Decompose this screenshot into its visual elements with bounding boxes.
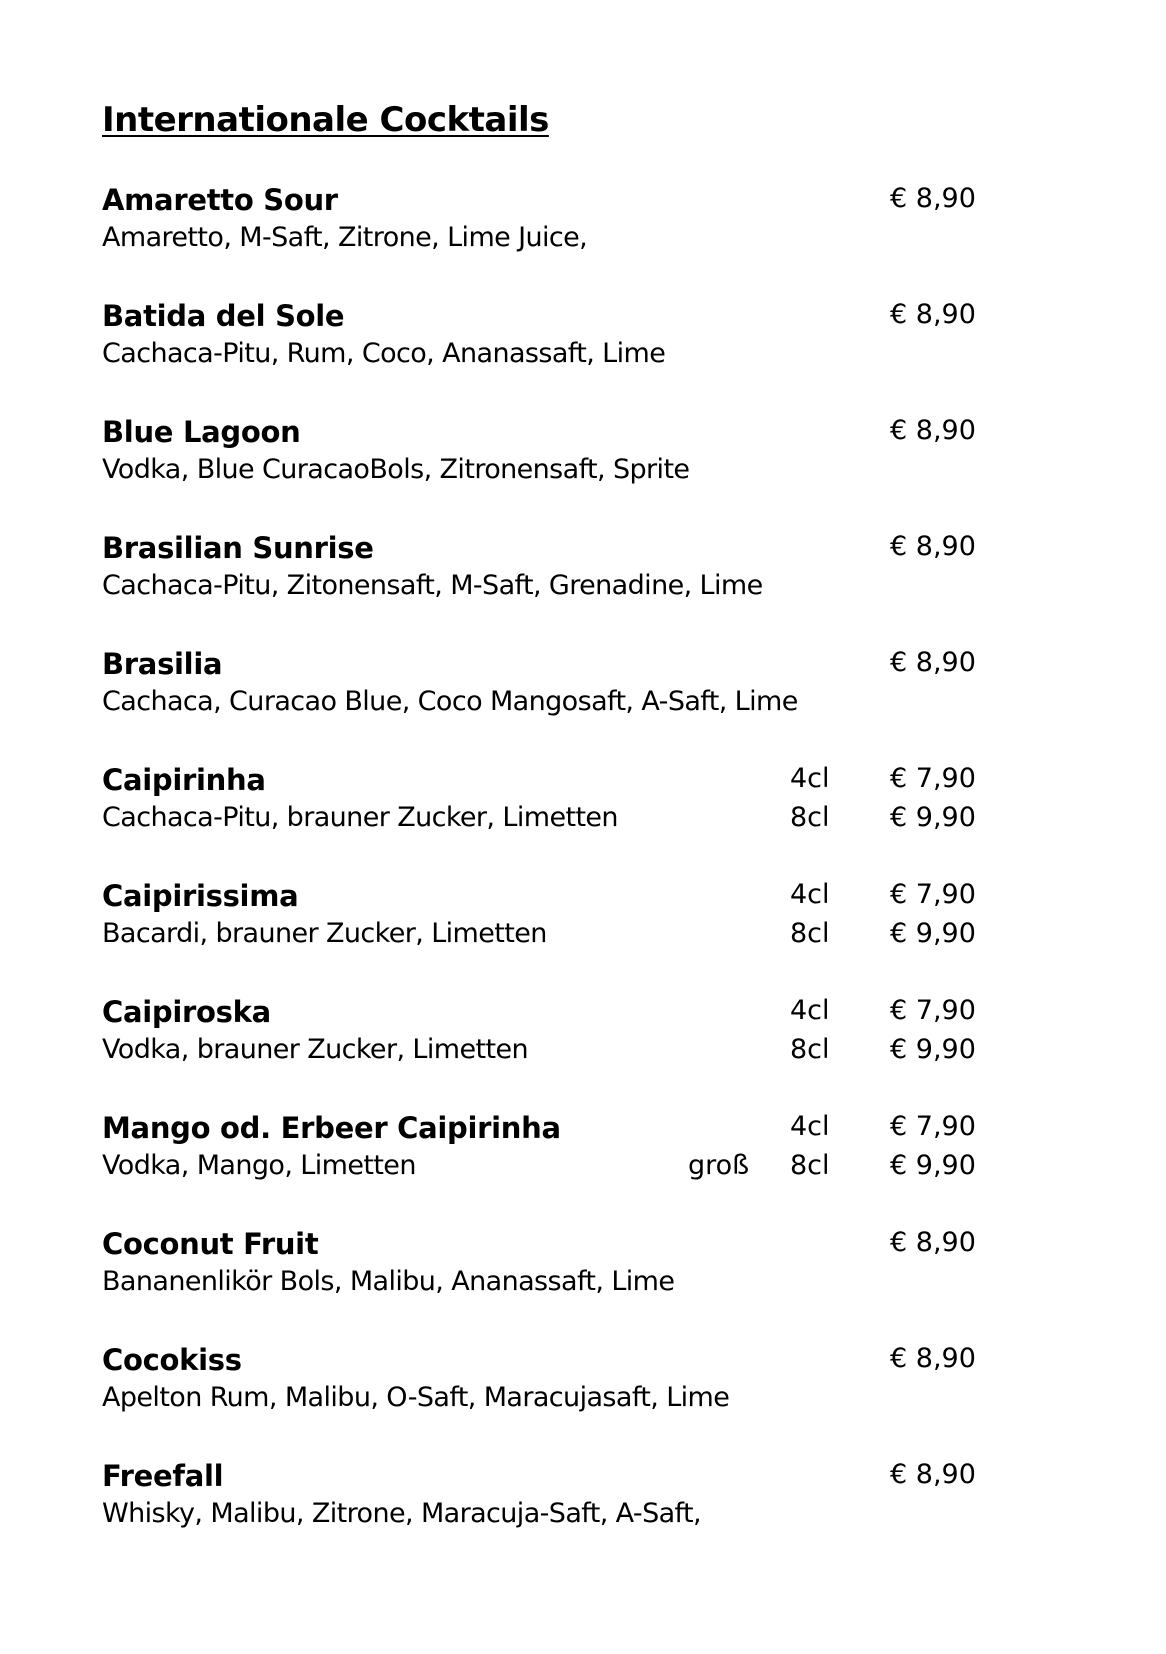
price-small: € 7,90 xyxy=(890,995,976,1026)
size-note: groß xyxy=(688,1150,750,1181)
cocktail-ingredients: Vodka, brauner Zucker, Limetten xyxy=(102,1034,528,1065)
menu-item xyxy=(102,647,1002,763)
cocktail-name: Brasilia xyxy=(102,647,223,681)
cocktail-price: € 8,90 xyxy=(890,531,976,562)
cocktail-name: Caipirinha xyxy=(102,763,266,797)
cocktail-ingredients: Bacardi, brauner Zucker, Limetten xyxy=(102,918,547,949)
cocktail-name: Brasilian Sunrise xyxy=(102,531,374,565)
cocktail-name: Caipirissima xyxy=(102,879,299,913)
cocktail-name: Blue Lagoon xyxy=(102,415,301,449)
cocktail-price: € 8,90 xyxy=(890,1459,976,1490)
menu-item xyxy=(102,1343,1002,1459)
size-small: 4cl xyxy=(790,995,830,1026)
menu-item xyxy=(102,299,1002,415)
cocktail-ingredients: Cachaca, Curacao Blue, Coco Mangosaft, A-Saft, Lime xyxy=(102,686,798,717)
cocktail-price: € 8,90 xyxy=(890,183,976,214)
price-small: € 7,90 xyxy=(890,879,976,910)
price-small: € 7,90 xyxy=(890,1111,976,1142)
menu-item xyxy=(102,1459,1002,1575)
price-large: € 9,90 xyxy=(890,802,976,833)
menu-item xyxy=(102,763,1002,879)
cocktail-ingredients: Bananenlikör Bols, Malibu, Ananassaft, Lime xyxy=(102,1266,675,1297)
menu-item xyxy=(102,531,1002,647)
price-small: € 7,90 xyxy=(890,763,976,794)
size-large: 8cl xyxy=(790,918,830,949)
cocktail-ingredients: Whisky, Malibu, Zitrone, Maracuja-Saft, A-Saft, xyxy=(102,1498,701,1529)
cocktail-price: € 8,90 xyxy=(890,1227,976,1258)
cocktail-name: Batida del Sole xyxy=(102,299,345,333)
cocktail-name: Amaretto Sour xyxy=(102,183,338,217)
cocktail-menu xyxy=(102,183,1002,1575)
cocktail-price: € 8,90 xyxy=(890,415,976,446)
menu-item xyxy=(102,1111,1002,1227)
price-large: € 9,90 xyxy=(890,1034,976,1065)
menu-item xyxy=(102,183,1002,299)
cocktail-name: Mango od. Erbeer Caipirinha xyxy=(102,1111,561,1145)
cocktail-ingredients: Cachaca-Pitu, Rum, Coco, Ananassaft, Lime xyxy=(102,338,666,369)
size-small: 4cl xyxy=(790,763,830,794)
menu-item xyxy=(102,879,1002,995)
cocktail-name: Caipiroska xyxy=(102,995,271,1029)
cocktail-ingredients: Cachaca-Pitu, brauner Zucker, Limetten xyxy=(102,802,618,833)
cocktail-price: € 8,90 xyxy=(890,647,976,678)
cocktail-price: € 8,90 xyxy=(890,1343,976,1374)
price-large: € 9,90 xyxy=(890,1150,976,1181)
size-large: 8cl xyxy=(790,802,830,833)
cocktail-ingredients: Cachaca-Pitu, Zitonensaft, M-Saft, Grenadine, Lime xyxy=(102,570,763,601)
cocktail-ingredients: Vodka, Mango, Limetten xyxy=(102,1150,416,1181)
cocktail-name: Freefall xyxy=(102,1459,224,1493)
menu-item xyxy=(102,1227,1002,1343)
cocktail-ingredients: Amaretto, M-Saft, Zitrone, Lime Juice, xyxy=(102,222,588,253)
page-title: Internationale Cocktails xyxy=(102,100,549,140)
size-large: 8cl xyxy=(790,1034,830,1065)
cocktail-ingredients: Apelton Rum, Malibu, O-Saft, Maracujasaft, Lime xyxy=(102,1382,730,1413)
cocktail-ingredients: Vodka, Blue CuracaoBols, Zitronensaft, Sprite xyxy=(102,454,690,485)
cocktail-name: Coconut Fruit xyxy=(102,1227,319,1261)
price-large: € 9,90 xyxy=(890,918,976,949)
size-small: 4cl xyxy=(790,1111,830,1142)
menu-item xyxy=(102,995,1002,1111)
size-large: 8cl xyxy=(790,1150,830,1181)
menu-item xyxy=(102,415,1002,531)
cocktail-name: Cocokiss xyxy=(102,1343,242,1377)
size-small: 4cl xyxy=(790,879,830,910)
cocktail-price: € 8,90 xyxy=(890,299,976,330)
